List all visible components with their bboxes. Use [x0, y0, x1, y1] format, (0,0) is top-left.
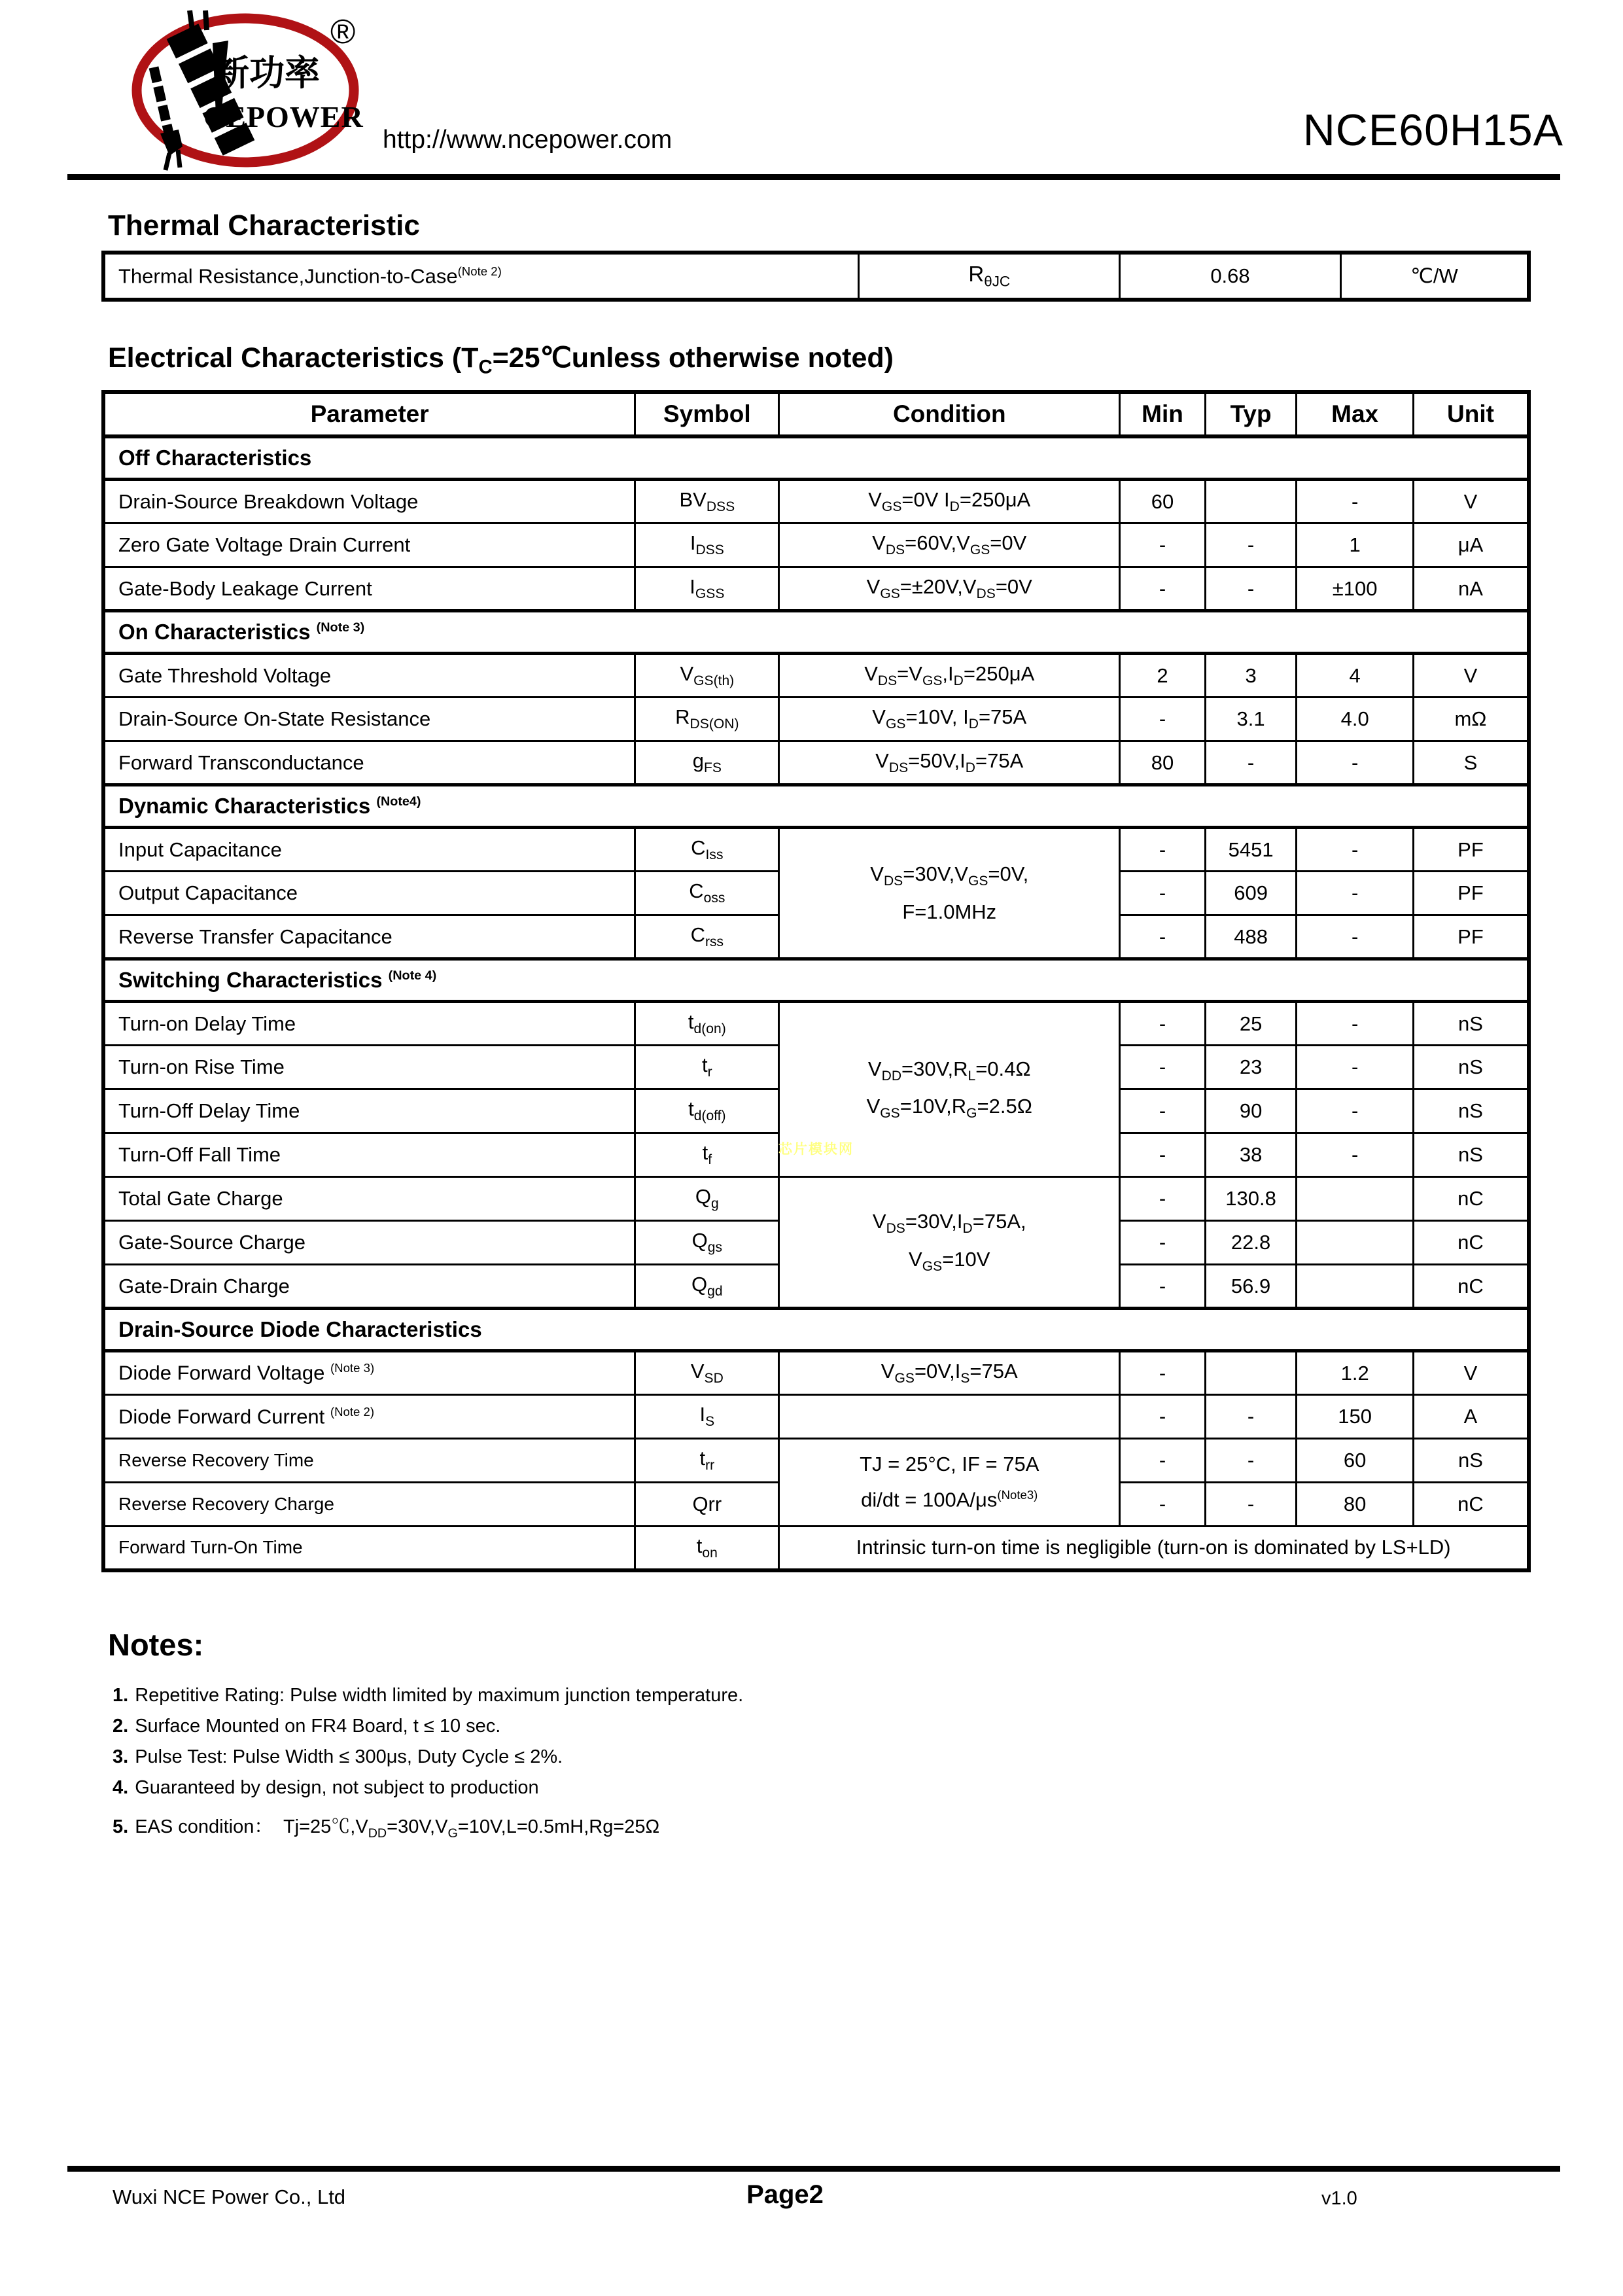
footer-rule [67, 2166, 1560, 2172]
cell-symbol: $I_{DSS}$ [635, 523, 779, 567]
cell-min: - [1120, 915, 1206, 959]
table-row [103, 654, 1529, 698]
cell-symbol: $g_{FS}$ [635, 741, 779, 785]
cell-symbol: $t_f$ [635, 1133, 779, 1177]
cell-min: 80 [1120, 741, 1206, 785]
footer-version: v1.0 [1321, 2188, 1357, 2209]
cell-parameter: Zero Gate Voltage Drain Current [103, 523, 635, 567]
cell-max: 150 [1297, 1395, 1414, 1439]
cell-typ: 23 [1205, 1046, 1296, 1089]
section-row [103, 785, 1529, 828]
cell-condition: $V_{DD}=30V,R_L=0.4\Omega$ $V_{GS}=10V,R_G=2.5\Omega$ [779, 1002, 1120, 1177]
section-label: Off Characteristics [103, 436, 1529, 480]
cell-min: - [1120, 1046, 1206, 1089]
registered-trademark-icon: ® [330, 13, 356, 51]
note-item [113, 1812, 743, 1849]
cell-symbol: $t_{rr}$ [635, 1439, 779, 1483]
cell-parameter: Diode Forward Voltage $^{(Note 3)}$ [103, 1351, 635, 1395]
ncepower-logo [114, 5, 368, 174]
cell-unit: mΩ [1413, 698, 1529, 741]
section-row [103, 959, 1529, 1002]
cell-max: - [1297, 872, 1414, 915]
cell-parameter: Gate-Body Leakage Current [103, 567, 635, 611]
section-row [103, 1309, 1529, 1351]
note-number: 2. [113, 1716, 129, 1737]
cell-unit: nS [1413, 1046, 1529, 1089]
cell-min: - [1120, 1351, 1206, 1395]
table-row [103, 1002, 1529, 1046]
cell-condition: $V_{DS}=V_{GS},I_D=250\mu A$ [779, 654, 1120, 698]
section-row [103, 436, 1529, 480]
note-item [113, 1680, 743, 1711]
cell-min: - [1120, 1439, 1206, 1483]
cell-unit: nC [1413, 1265, 1529, 1309]
cell-unit: nS [1413, 1133, 1529, 1177]
note-number: 5. [113, 1816, 129, 1837]
cell-min: - [1120, 567, 1206, 611]
header-row [103, 392, 1529, 436]
thermal-table [101, 251, 1531, 302]
section-row [103, 611, 1529, 654]
watermark-text: 芯片模块网 [778, 1142, 854, 1157]
cell-symbol: $C_{rss}$ [635, 915, 779, 959]
cell-typ: 90 [1205, 1089, 1296, 1133]
cell-unit: PF [1413, 915, 1529, 959]
cell-max: - [1297, 1133, 1414, 1177]
cell-typ: 3.1 [1205, 698, 1296, 741]
cell-max: - [1297, 741, 1414, 785]
cell-parameter: Total Gate Charge [103, 1177, 635, 1221]
col-header-min: Min [1120, 392, 1206, 436]
cell-symbol: $C_{Iss}$ [635, 828, 779, 872]
note-text: EAS condition： $Tj=25℃,V_{DD}=30V,V_G=10V,L=0.5mH,Rg=25\Omega$ [135, 1816, 660, 1841]
footer-page-number: Page2 [746, 2180, 824, 2209]
cell-condition: $V_{DS}=50V,I_D=75A$ [779, 741, 1120, 785]
note-text: Pulse Test: Pulse Width ≤ 300μs, Duty Cycle ≤ 2%. [135, 1746, 563, 1767]
cell-typ: 38 [1205, 1133, 1296, 1177]
note-text: Guaranteed by design, not subject to production [135, 1777, 539, 1798]
logo-brand-cn: 新功率 [214, 54, 320, 93]
cell-condition: $V_{GS}=0V$ $I_D=250\mu A$ [779, 480, 1120, 523]
cell-parameter: Gate Threshold Voltage [103, 654, 635, 698]
note-item [113, 1773, 743, 1803]
cell-typ: - [1205, 1483, 1296, 1527]
cell-unit: nS [1413, 1439, 1529, 1483]
cell-symbol: $V_{GS(th)}$ [635, 654, 779, 698]
cell-condition: $V_{DS}=30V,V_{GS}=0V$, F=1.0MHz [779, 828, 1120, 959]
col-header-typ: Typ [1205, 392, 1296, 436]
cell-max: 4.0 [1297, 698, 1414, 741]
electrical-table-body [103, 436, 1529, 1570]
cell-unit: μA [1413, 523, 1529, 567]
cell-symbol: $I_{GSS}$ [635, 567, 779, 611]
note-item [113, 1711, 743, 1742]
cell-condition: TJ = 25°C, IF = 75A $di/dt = 100A/\mu s^{(Note3)}$ [779, 1439, 1120, 1527]
cell-parameter: Turn-on Rise Time [103, 1046, 635, 1089]
cell-parameter: Gate-Source Charge [103, 1221, 635, 1265]
note-text: Surface Mounted on FR4 Board, t ≤ 10 sec. [135, 1716, 501, 1737]
table-row [103, 1351, 1529, 1395]
table-row [103, 828, 1529, 872]
cell-parameter: Input Capacitance [103, 828, 635, 872]
cell-parameter: Drain-Source On-State Resistance [103, 698, 635, 741]
cell-parameter: Reverse Recovery Time [103, 1439, 635, 1483]
cell-typ: - [1205, 1395, 1296, 1439]
cell-max [1297, 1265, 1414, 1309]
cell-symbol: $I_S$ [635, 1395, 779, 1439]
section-label: Dynamic Characteristics $^{(Note4)}$ [103, 785, 1529, 828]
cell-condition: $V_{GS}=\pm 20V,V_{DS}=0V$ [779, 567, 1120, 611]
col-header-symbol: Symbol [635, 392, 779, 436]
cell-max [1297, 1177, 1414, 1221]
cell-unit: V [1413, 1351, 1529, 1395]
cell-max: - [1297, 915, 1414, 959]
col-header-condition: Condition [779, 392, 1120, 436]
cell-condition: $V_{GS}=0V,I_S=75A$ [779, 1351, 1120, 1395]
cell-max: 80 [1297, 1483, 1414, 1527]
cell-min: - [1120, 1002, 1206, 1046]
cell-symbol: $C_{oss}$ [635, 872, 779, 915]
cell-typ: 3 [1205, 654, 1296, 698]
cell-symbol: $t_{d(off)}$ [635, 1089, 779, 1133]
thermal-parameter: Thermal Resistance,Junction-to-Case$^{(Note 2)}$ [103, 253, 859, 300]
table-row [103, 1177, 1529, 1221]
cell-condition-note: Intrinsic turn-on time is negligible (turn-on is dominated by LS+LD) [779, 1527, 1529, 1570]
cell-typ: - [1205, 523, 1296, 567]
cell-unit: PF [1413, 872, 1529, 915]
col-header-max: Max [1297, 392, 1414, 436]
cell-min: - [1120, 1089, 1206, 1133]
cell-symbol: $V_{SD}$ [635, 1351, 779, 1395]
cell-typ: 25 [1205, 1002, 1296, 1046]
cell-typ: 488 [1205, 915, 1296, 959]
cell-unit: S [1413, 741, 1529, 785]
cell-symbol: $t_{d(on)}$ [635, 1002, 779, 1046]
cell-symbol: $R_{DS(ON)}$ [635, 698, 779, 741]
cell-parameter: Forward Turn-On Time [103, 1527, 635, 1570]
table-row [103, 1395, 1529, 1439]
cell-max: - [1297, 1002, 1414, 1046]
cell-condition [779, 1395, 1120, 1439]
col-header-unit: Unit [1413, 392, 1529, 436]
cell-unit: nC [1413, 1177, 1529, 1221]
header-rule [67, 174, 1560, 180]
cell-typ: 130.8 [1205, 1177, 1296, 1221]
cell-symbol: $Q_g$ [635, 1177, 779, 1221]
table-row [103, 1439, 1529, 1483]
cell-parameter: Turn-on Delay Time [103, 1002, 635, 1046]
cell-parameter: Drain-Source Breakdown Voltage [103, 480, 635, 523]
section-label: Drain-Source Diode Characteristics [103, 1309, 1529, 1351]
cell-max: ±100 [1297, 567, 1414, 611]
cell-min: - [1120, 872, 1206, 915]
note-text: Repetitive Rating: Pulse width limited by maximum junction temperature. [135, 1685, 744, 1706]
logo-graphic [114, 5, 368, 174]
electrical-table-header [103, 392, 1529, 436]
cell-min: - [1120, 523, 1206, 567]
cell-symbol: $t_r$ [635, 1046, 779, 1089]
cell-parameter: Turn-Off Delay Time [103, 1089, 635, 1133]
cell-typ: - [1205, 741, 1296, 785]
thermal-unit: ℃/W [1340, 253, 1529, 300]
cell-symbol: $t_{on}$ [635, 1527, 779, 1570]
cell-condition: $V_{DS}=60V,V_{GS}=0V$ [779, 523, 1120, 567]
cell-typ: 5451 [1205, 828, 1296, 872]
note-number: 4. [113, 1777, 129, 1798]
cell-unit: PF [1413, 828, 1529, 872]
cell-parameter: Reverse Transfer Capacitance [103, 915, 635, 959]
cell-parameter: Forward Transconductance [103, 741, 635, 785]
table-row [103, 1527, 1529, 1570]
cell-condition: $V_{DS}=30V,I_D=75A$, $V_{GS}=10V$ [779, 1177, 1120, 1309]
table-row [103, 567, 1529, 611]
cell-min: - [1120, 1221, 1206, 1265]
table-row [103, 480, 1529, 523]
cell-max: - [1297, 828, 1414, 872]
cell-max [1297, 1221, 1414, 1265]
cell-symbol: $Q_{gs}$ [635, 1221, 779, 1265]
cell-min: - [1120, 698, 1206, 741]
cell-min: - [1120, 1133, 1206, 1177]
cell-parameter: Gate-Drain Charge [103, 1265, 635, 1309]
cell-symbol: $Q_{gd}$ [635, 1265, 779, 1309]
electrical-table [101, 390, 1531, 1572]
cell-symbol: $BV_{DSS}$ [635, 480, 779, 523]
note-number: 1. [113, 1685, 129, 1706]
table-row [103, 253, 1529, 300]
cell-typ: - [1205, 567, 1296, 611]
section-label: On Characteristics $^{(Note 3)}$ [103, 611, 1529, 654]
cell-max: 4 [1297, 654, 1414, 698]
notes-list [113, 1680, 743, 1849]
cell-typ: 609 [1205, 872, 1296, 915]
logo-brand-en: CEPOWER [203, 100, 364, 133]
cell-unit: nC [1413, 1483, 1529, 1527]
cell-max: - [1297, 480, 1414, 523]
cell-max: - [1297, 1046, 1414, 1089]
cell-parameter: Turn-Off Fall Time [103, 1133, 635, 1177]
cell-unit: A [1413, 1395, 1529, 1439]
cell-min: 60 [1120, 480, 1206, 523]
cell-min: - [1120, 1265, 1206, 1309]
thermal-heading: Thermal Characteristic [108, 209, 420, 241]
cell-typ [1205, 1351, 1296, 1395]
cell-unit: nS [1413, 1089, 1529, 1133]
cell-typ: - [1205, 1439, 1296, 1483]
notes-heading: Notes: [108, 1627, 204, 1662]
table-row [103, 698, 1529, 741]
table-row [103, 741, 1529, 785]
cell-condition: $V_{GS}=10V$, $I_D=75A$ [779, 698, 1120, 741]
note-number: 3. [113, 1746, 129, 1767]
cell-unit: V [1413, 654, 1529, 698]
table-row [103, 523, 1529, 567]
footer-company: Wuxi NCE Power Co., Ltd [113, 2185, 346, 2208]
section-label: Switching Characteristics $^{(Note 4)}$ [103, 959, 1529, 1002]
cell-unit: V [1413, 480, 1529, 523]
cell-max: 60 [1297, 1439, 1414, 1483]
cell-typ: 56.9 [1205, 1265, 1296, 1309]
cell-symbol: Qrr [635, 1483, 779, 1527]
cell-min: - [1120, 1177, 1206, 1221]
col-header-parameter: Parameter [103, 392, 635, 436]
cell-min: - [1120, 1395, 1206, 1439]
part-number: NCE60H15A [1302, 105, 1563, 155]
thermal-value: 0.68 [1120, 253, 1341, 300]
cell-unit: nS [1413, 1002, 1529, 1046]
cell-max: 1.2 [1297, 1351, 1414, 1395]
cell-typ [1205, 480, 1296, 523]
cell-min: - [1120, 828, 1206, 872]
cell-min: 2 [1120, 654, 1206, 698]
cell-parameter: Diode Forward Current $^{(Note 2)}$ [103, 1395, 635, 1439]
company-url: http://www.ncepower.com [383, 126, 672, 154]
electrical-heading: Electrical Characteristics ($T_C=25℃unless$ otherwise noted) [108, 342, 894, 378]
cell-min: - [1120, 1483, 1206, 1527]
note-item [113, 1742, 743, 1773]
cell-parameter: Reverse Recovery Charge [103, 1483, 635, 1527]
cell-unit: nC [1413, 1221, 1529, 1265]
cell-parameter: Output Capacitance [103, 872, 635, 915]
cell-typ: 22.8 [1205, 1221, 1296, 1265]
cell-max: - [1297, 1089, 1414, 1133]
cell-max: 1 [1297, 523, 1414, 567]
thermal-symbol: $R_{\theta JC}$ [859, 253, 1120, 300]
cell-unit: nA [1413, 567, 1529, 611]
